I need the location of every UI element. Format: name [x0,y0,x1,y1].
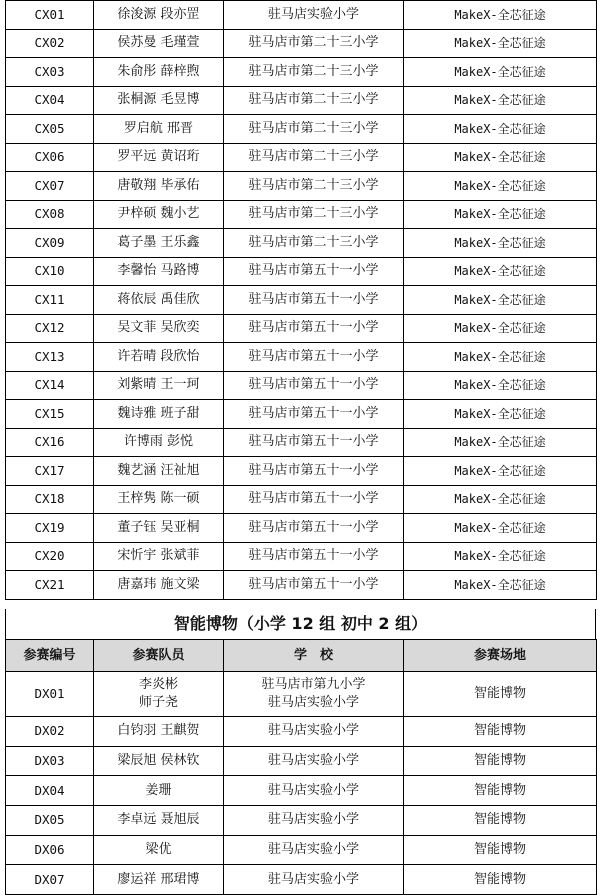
table-row [6,58,597,87]
lower-team-table [5,639,597,895]
cell-school: 驻马店市第五十一小学 [224,485,404,514]
cell-venue: MakeX-全芯征途 [404,400,597,429]
cell-members [94,835,224,865]
cell-venue: 智能博物 [404,717,597,747]
cell-members: 宋忻宇 张斌菲 [94,542,224,571]
cell-venue: 智能博物 [404,746,597,776]
cell-id: CX18 [6,485,94,514]
cell-members: 许若晴 段欣怡 [94,343,224,372]
table-row [6,314,597,343]
cell-id: DX02 [6,717,94,747]
cell-id: CX05 [6,115,94,144]
cell-school [224,776,404,806]
cell-id: CX01 [6,1,94,30]
cell-members [94,806,224,836]
cell-id: CX14 [6,371,94,400]
member-name: 师子尧 [138,695,178,710]
cell-id: CX13 [6,343,94,372]
cell-members: 张桐源 毛昱博 [94,86,224,115]
school-name: 驻马店实验小学 [267,842,359,858]
cell-members: 蒋依辰 禹佳欣 [94,286,224,315]
table-row [6,143,597,172]
school-name: 驻马店实验小学 [267,723,359,739]
cell-members: 吴文菲 吴欣奕 [94,314,224,343]
member-name: 廖运祥 邢珺博 [117,871,200,887]
cell-venue: MakeX-全芯征途 [404,58,597,87]
cell-school [224,717,404,747]
cell-school: 驻马店市第二十三小学 [224,143,404,172]
table-header-row [6,640,597,672]
header-id: 参赛编号 [6,640,94,672]
table-row [6,514,597,543]
cell-school [224,865,404,895]
cell-venue: MakeX-全芯征途 [404,514,597,543]
cell-venue: 智能博物 [404,835,597,865]
table-row [6,542,597,571]
school-name: 驻马店实验小学 [267,753,359,769]
cell-school: 驻马店市第五十一小学 [224,457,404,486]
cell-school [224,672,404,717]
cell-school: 驻马店市第五十一小学 [224,571,404,600]
cell-id: CX16 [6,428,94,457]
cell-members: 刘紫晴 王一珂 [94,371,224,400]
cell-id: CX11 [6,286,94,315]
cell-venue: MakeX-全芯征途 [404,343,597,372]
cell-id: CX21 [6,571,94,600]
table-row [6,746,597,776]
cell-id: DX01 [6,672,94,717]
cell-venue: MakeX-全芯征途 [404,229,597,258]
table-row [6,806,597,836]
cell-school: 驻马店实验小学 [224,1,404,30]
cell-venue: MakeX-全芯征途 [404,115,597,144]
cell-school [224,835,404,865]
member-name: 李炎彬 [138,677,178,692]
cell-school: 驻马店市第五十一小学 [224,400,404,429]
cell-venue: MakeX-全芯征途 [404,172,597,201]
cell-members: 葛子墨 王乐鑫 [94,229,224,258]
cell-school: 驻马店市第二十三小学 [224,58,404,87]
cell-school: 驻马店市第五十一小学 [224,371,404,400]
table-row [6,835,597,865]
cell-venue: MakeX-全芯征途 [404,29,597,58]
cell-venue: MakeX-全芯征途 [404,428,597,457]
cell-id: CX06 [6,143,94,172]
cell-school: 驻马店市第二十三小学 [224,200,404,229]
cell-members: 唐嘉玮 施文梁 [94,571,224,600]
header-members: 参赛队员 [94,640,224,672]
cell-members: 朱俞彤 薛梓煦 [94,58,224,87]
cell-venue: MakeX-全芯征途 [404,143,597,172]
cell-id: CX10 [6,257,94,286]
cell-school: 驻马店市第五十一小学 [224,428,404,457]
cell-members: 徐浚源 段亦罡 [94,1,224,30]
cell-id: CX19 [6,514,94,543]
cell-id: CX17 [6,457,94,486]
cell-members [94,746,224,776]
cell-school: 驻马店市第五十一小学 [224,542,404,571]
cell-id: CX09 [6,229,94,258]
cell-members [94,672,224,717]
cell-school: 驻马店市第五十一小学 [224,514,404,543]
table-row [6,1,597,30]
cell-venue: MakeX-全芯征途 [404,485,597,514]
cell-members: 李馨怡 马路博 [94,257,224,286]
cell-members: 魏艺涵 汪祉旭 [94,457,224,486]
school-name: 驻马店实验小学 [267,812,359,828]
cell-venue: 智能博物 [404,806,597,836]
cell-venue: MakeX-全芯征途 [404,286,597,315]
cell-school: 驻马店市第五十一小学 [224,343,404,372]
school-name: 驻马店实验小学 [267,871,359,887]
school-name: 驻马店实验小学 [267,782,359,798]
cell-venue: MakeX-全芯征途 [404,371,597,400]
table-row [6,257,597,286]
cell-school [224,746,404,776]
cell-venue: 智能博物 [404,776,597,806]
table-row [6,86,597,115]
table-row [6,400,597,429]
cell-id: DX07 [6,865,94,895]
school-name: 驻马店实验小学 [267,695,359,710]
member-name: 梁优 [145,842,172,858]
section-title: 智能博物（小学 12 组 初中 2 组） [5,609,596,639]
cell-venue: 智能博物 [404,865,597,895]
member-name: 梁辰旭 侯林钦 [117,753,200,769]
table-row [6,115,597,144]
table-row [6,457,597,486]
cell-school: 驻马店市第二十三小学 [224,115,404,144]
cell-id: CX08 [6,200,94,229]
cell-school: 驻马店市第二十三小学 [224,172,404,201]
cell-members: 罗启航 邢晋 [94,115,224,144]
cell-venue: MakeX-全芯征途 [404,314,597,343]
cell-venue: MakeX-全芯征途 [404,86,597,115]
cell-school: 驻马店市第五十一小学 [224,286,404,315]
cell-id: CX04 [6,86,94,115]
cell-venue: 智能博物 [404,672,597,717]
cell-id: CX12 [6,314,94,343]
header-school: 学 校 [224,640,404,672]
cell-members [94,776,224,806]
member-name: 姜珊 [145,782,172,798]
cell-venue: MakeX-全芯征途 [404,200,597,229]
table-row [6,229,597,258]
cell-members: 王梓隽 陈一硕 [94,485,224,514]
table-row [6,200,597,229]
cell-id: CX02 [6,29,94,58]
header-venue: 参赛场地 [404,640,597,672]
cell-id: DX06 [6,835,94,865]
cell-venue: MakeX-全芯征途 [404,571,597,600]
table-row [6,371,597,400]
cell-id: CX20 [6,542,94,571]
table-row [6,776,597,806]
cell-venue: MakeX-全芯征途 [404,257,597,286]
table-row [6,717,597,747]
table-row [6,672,597,717]
cell-members [94,865,224,895]
cell-school: 驻马店市第二十三小学 [224,29,404,58]
cell-members: 许博雨 彭悦 [94,428,224,457]
cell-members: 唐敬翔 毕承佑 [94,172,224,201]
table-row [6,286,597,315]
cell-id: CX15 [6,400,94,429]
cell-members: 魏诗雅 班子甜 [94,400,224,429]
cell-members: 侯苏曼 毛瑾萱 [94,29,224,58]
upper-team-table [5,0,597,600]
member-name: 李卓远 聂旭辰 [117,812,200,828]
table-row [6,865,597,895]
cell-members: 董子钰 吴亚桐 [94,514,224,543]
cell-id: DX04 [6,776,94,806]
cell-members: 尹梓硕 魏小艺 [94,200,224,229]
table-row [6,343,597,372]
cell-venue: MakeX-全芯征途 [404,542,597,571]
table-row [6,485,597,514]
cell-venue: MakeX-全芯征途 [404,457,597,486]
cell-school [224,806,404,836]
cell-members [94,717,224,747]
table-row [6,29,597,58]
cell-id: CX07 [6,172,94,201]
cell-venue: MakeX-全芯征途 [404,1,597,30]
cell-members: 罗平远 黄诏珩 [94,143,224,172]
school-name: 驻马店市第九小学 [261,677,366,692]
cell-school: 驻马店市第二十三小学 [224,86,404,115]
cell-school: 驻马店市第五十一小学 [224,314,404,343]
cell-school: 驻马店市第二十三小学 [224,229,404,258]
member-name: 白钧羽 王麒贺 [117,723,200,739]
cell-id: CX03 [6,58,94,87]
table-row [6,428,597,457]
cell-id: DX03 [6,746,94,776]
table-row [6,571,597,600]
table-row [6,172,597,201]
cell-id: DX05 [6,806,94,836]
cell-school: 驻马店市第五十一小学 [224,257,404,286]
